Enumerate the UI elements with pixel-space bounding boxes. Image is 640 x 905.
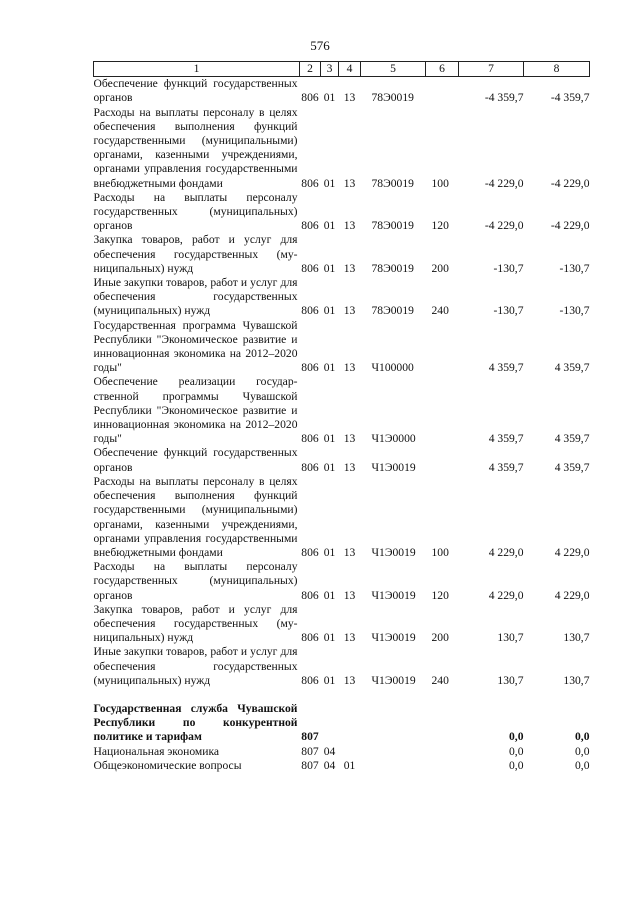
row-csr: Ч1Э0019 bbox=[371, 460, 416, 474]
table-row bbox=[94, 77, 590, 106]
table-row bbox=[94, 446, 590, 474]
row-name: Государственная программа Чувашской Республики "Экономическое развитие и инновационная экономика на 2012–2020 годы" bbox=[93, 318, 298, 375]
row-sum-2: 4 359,7 bbox=[554, 432, 590, 446]
row-sum-2: -4 229,0 bbox=[550, 219, 590, 233]
row-ved: 806 bbox=[301, 460, 319, 474]
row-vr bbox=[426, 759, 459, 773]
row-sum-1: -4 359,7 bbox=[484, 91, 524, 105]
row-sum-2: -130,7 bbox=[559, 261, 590, 275]
spacer-cell bbox=[94, 688, 590, 702]
row-csr: Ч1Э0019 bbox=[371, 673, 416, 687]
row-rz: 01 bbox=[323, 588, 336, 602]
row-pr bbox=[339, 702, 361, 745]
row-sum-1: -130,7 bbox=[493, 261, 524, 275]
row-sum-2: -4 229,0 bbox=[550, 176, 590, 190]
row-ved: 806 bbox=[301, 361, 319, 375]
column-header-ved: 2 bbox=[300, 62, 321, 77]
row-vr: 120 bbox=[431, 588, 449, 602]
row-rz: 01 bbox=[323, 91, 336, 105]
row-pr bbox=[339, 745, 361, 759]
row-pr: 01 bbox=[343, 758, 356, 772]
row-name: Расходы на выплаты персоналу государственных (муниципальных) органов bbox=[93, 560, 298, 602]
row-csr: Ч100000 bbox=[371, 361, 414, 375]
row-sum-2: -130,7 bbox=[559, 304, 590, 318]
table-row bbox=[94, 603, 590, 646]
row-rz: 01 bbox=[323, 545, 336, 559]
row-sum-1: 4 229,0 bbox=[488, 545, 524, 559]
row-csr: Ч1Э0019 bbox=[371, 588, 416, 602]
row-ved: 806 bbox=[301, 304, 319, 318]
row-vr: 200 bbox=[431, 631, 449, 645]
row-pr: 13 bbox=[343, 631, 356, 645]
row-rz: 01 bbox=[323, 261, 336, 275]
table-row bbox=[94, 191, 590, 234]
page-number: 576 bbox=[310, 38, 330, 53]
row-ved: 806 bbox=[301, 432, 319, 446]
row-sum-2: -4 359,7 bbox=[550, 91, 590, 105]
row-sum-1: -130,7 bbox=[493, 304, 524, 318]
row-csr: 78Э0019 bbox=[371, 304, 414, 318]
row-ved: 806 bbox=[301, 631, 319, 645]
row-vr bbox=[426, 319, 459, 376]
row-vr: 240 bbox=[431, 304, 449, 318]
row-vr: 120 bbox=[431, 219, 449, 233]
column-header-pr: 4 bbox=[339, 62, 361, 77]
row-rz: 01 bbox=[323, 673, 336, 687]
row-pr: 13 bbox=[343, 588, 356, 602]
row-csr: 78Э0019 bbox=[371, 219, 414, 233]
row-csr bbox=[361, 702, 426, 745]
row-vr: 100 bbox=[431, 545, 449, 559]
row-ved: 806 bbox=[301, 219, 319, 233]
row-name: Общеэкономические вопросы bbox=[93, 758, 242, 772]
budget-table bbox=[93, 61, 590, 773]
row-rz: 01 bbox=[323, 304, 336, 318]
row-csr bbox=[361, 745, 426, 759]
table-row bbox=[94, 233, 590, 276]
row-sum-1: 0,0 bbox=[509, 744, 524, 758]
column-header-rz: 3 bbox=[321, 62, 339, 77]
row-rz: 01 bbox=[323, 432, 336, 446]
row-name: Обеспечение функций государственных органов bbox=[93, 446, 298, 474]
row-csr: 78Э0019 bbox=[371, 91, 414, 105]
row-vr: 100 bbox=[431, 176, 449, 190]
row-name: Обеспечение реализации государственной программы Чувашской Республики "Экономическое развитие и инновационная экономика на 2012–2020 годы" bbox=[93, 375, 298, 446]
table-row bbox=[94, 560, 590, 603]
table-row bbox=[94, 475, 590, 560]
row-sum-2: 4 359,7 bbox=[554, 361, 590, 375]
row-csr: Ч1Э0019 bbox=[371, 631, 416, 645]
row-sum-2: 4 359,7 bbox=[554, 460, 590, 474]
row-sum-2: 0,0 bbox=[575, 744, 590, 758]
row-csr: Ч1Э0000 bbox=[371, 432, 416, 446]
row-vr: 200 bbox=[431, 261, 449, 275]
row-pr: 13 bbox=[343, 261, 356, 275]
row-ved: 807 bbox=[301, 744, 319, 758]
row-pr: 13 bbox=[343, 361, 356, 375]
row-ved: 806 bbox=[301, 176, 319, 190]
column-header-sum-2: 8 bbox=[524, 62, 590, 77]
row-rz: 04 bbox=[323, 758, 336, 772]
row-vr bbox=[426, 702, 459, 745]
row-name: Иные закупки товаров, работ и услуг для обеспечения государственных (муниципальных) нужд bbox=[93, 645, 298, 687]
row-rz bbox=[321, 702, 339, 745]
row-rz: 01 bbox=[323, 219, 336, 233]
row-vr bbox=[426, 375, 459, 446]
row-name: Закупка товаров, работ и услуг для обеспечения государственных (муниципальных) нужд bbox=[93, 602, 298, 645]
row-csr bbox=[361, 759, 426, 773]
row-name: Расходы на выплаты персоналу государственных (муниципальных) органов bbox=[93, 190, 298, 233]
row-name: Расходы на выплаты персоналу в целях обеспечения выполнения функций государственными (муниципальными) органами, казенными учреждениями, органами управления государственными внебюджетными фондами bbox=[93, 474, 298, 559]
table-row bbox=[94, 759, 590, 773]
row-sum-2: 4 229,0 bbox=[554, 588, 590, 602]
row-pr: 13 bbox=[343, 545, 356, 559]
row-sum-2: 130,7 bbox=[563, 631, 590, 645]
row-sum-1: 4 229,0 bbox=[488, 588, 524, 602]
row-vr bbox=[426, 745, 459, 759]
row-sum-1: -4 229,0 bbox=[484, 219, 524, 233]
row-rz: 01 bbox=[323, 176, 336, 190]
table-row-department bbox=[94, 702, 590, 745]
column-header-sum-1: 7 bbox=[459, 62, 524, 77]
row-ved: 806 bbox=[301, 261, 319, 275]
row-pr: 13 bbox=[343, 176, 356, 190]
row-ved: 806 bbox=[301, 545, 319, 559]
row-ved: 806 bbox=[301, 588, 319, 602]
table-row bbox=[94, 276, 590, 319]
row-vr: 240 bbox=[431, 673, 449, 687]
row-ved: 806 bbox=[301, 91, 319, 105]
row-sum-2: 130,7 bbox=[563, 673, 590, 687]
row-name: Закупка товаров, работ и услуг для обеспечения государственных (муниципальных) нужд bbox=[93, 233, 298, 275]
table-row bbox=[94, 645, 590, 688]
row-sum-2: 0,0 bbox=[575, 758, 590, 772]
row-sum-2: 4 229,0 bbox=[554, 545, 590, 559]
table-spacer-row bbox=[94, 688, 590, 702]
row-sum-1: 4 359,7 bbox=[488, 460, 524, 474]
row-sum-1: 130,7 bbox=[497, 673, 524, 687]
row-name: Национальная экономика bbox=[93, 744, 220, 758]
row-sum-1: 4 359,7 bbox=[488, 361, 524, 375]
row-vr bbox=[426, 446, 459, 474]
row-pr: 13 bbox=[343, 460, 356, 474]
row-ved: 807 bbox=[301, 730, 319, 744]
table-row bbox=[94, 375, 590, 446]
row-csr: Ч1Э0019 bbox=[371, 545, 416, 559]
table-header-row bbox=[94, 62, 590, 77]
row-sum-1: 130,7 bbox=[497, 631, 524, 645]
row-rz: 01 bbox=[323, 460, 336, 474]
row-ved: 807 bbox=[301, 758, 319, 772]
row-pr: 13 bbox=[343, 219, 356, 233]
row-csr: 78Э0019 bbox=[371, 176, 414, 190]
row-pr: 13 bbox=[343, 304, 356, 318]
row-sum-1: 0,0 bbox=[509, 730, 524, 744]
row-rz: 01 bbox=[323, 631, 336, 645]
row-sum-1: 4 359,7 bbox=[488, 432, 524, 446]
table-row bbox=[94, 106, 590, 191]
row-sum-1: 0,0 bbox=[509, 758, 524, 772]
table-row bbox=[94, 745, 590, 759]
row-ved: 806 bbox=[301, 673, 319, 687]
column-header-vr: 6 bbox=[426, 62, 459, 77]
column-header-csr: 5 bbox=[361, 62, 426, 77]
row-rz: 04 bbox=[323, 744, 336, 758]
row-rz: 01 bbox=[323, 361, 336, 375]
row-name: Государственная служба Чувашской Республики по конкурентной политике и тарифам bbox=[93, 701, 298, 744]
row-pr: 13 bbox=[343, 432, 356, 446]
row-name: Иные закупки товаров, работ и услуг для обеспечения государственных (муниципальных) нужд bbox=[93, 276, 298, 318]
row-sum-2: 0,0 bbox=[575, 730, 590, 744]
table-row bbox=[94, 319, 590, 376]
row-pr: 13 bbox=[343, 91, 356, 105]
row-csr: 78Э0019 bbox=[371, 261, 414, 275]
row-sum-1: -4 229,0 bbox=[484, 176, 524, 190]
row-name: Расходы на выплаты персоналу в целях обеспечения выполнения функций государственными (муниципальными) органами, казенными учреждениями, органами управления государственными внебюджетными фондами bbox=[93, 105, 298, 190]
column-header-name: 1 bbox=[94, 62, 300, 77]
row-vr bbox=[426, 77, 459, 106]
row-name: Обеспечение функций государственных органов bbox=[93, 77, 298, 105]
row-pr: 13 bbox=[343, 673, 356, 687]
